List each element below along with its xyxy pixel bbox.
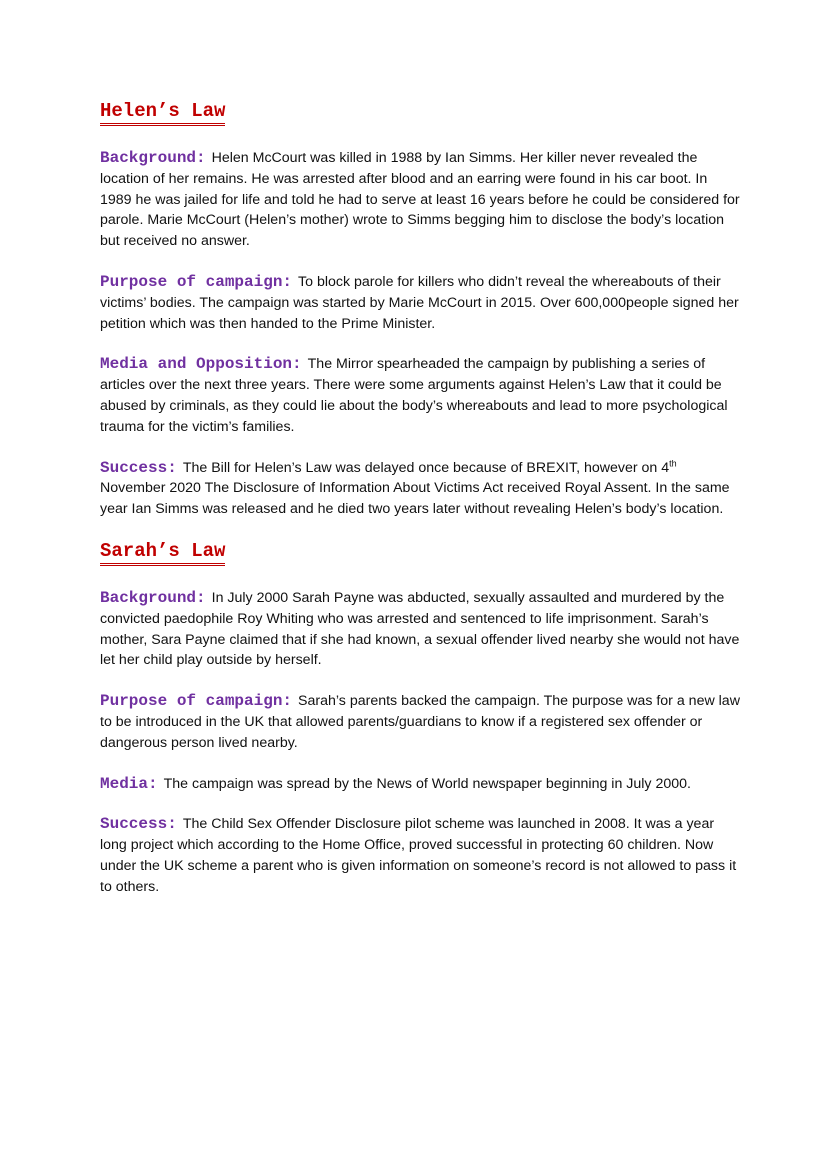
helens-success-text-a: The Bill for Helen’s Law was delayed once because of BREXIT, however on 4	[182, 459, 670, 476]
helens-purpose-label: Purpose of campaign:	[100, 272, 293, 291]
sarahs-background-paragraph	[100, 588, 740, 671]
helens-purpose-paragraph	[100, 272, 740, 334]
sarahs-background-text: In July 2000 Sarah Payne was abducted, sexually assaulted and murdered by the convicted paedophile Roy Whiting who was arrested and sentenced to life imprisonment. Sarah’s mother, Sara Payne claimed that if she had known, a sexual offender lived nearby she would not have let her child play outside by herself.	[100, 589, 740, 669]
helens-success-superscript: th	[669, 457, 677, 468]
helens-background-label: Background:	[100, 149, 206, 167]
helens-law-section	[100, 100, 740, 520]
helens-purpose-text: To block parole for killers who didn’t reveal the whereabouts of their victims’ bodies. The campaign was started by Marie McCourt in 2015. Over 600,000people signed her petition which was then handed to the Prime Minister.	[100, 273, 739, 332]
sarahs-purpose-paragraph	[100, 691, 740, 753]
sarahs-law-title: Sarah’s Law	[100, 540, 225, 566]
helens-success-paragraph	[100, 458, 740, 520]
sarahs-success-label: Success:	[100, 815, 177, 834]
helens-media-text: The Mirror spearheaded the campaign by publishing a series of articles over the next three years. There were some arguments against Helen’s Law that it could be abused by criminals, as they could lie about the body’s whereabouts and lead to more psychological trauma for the victim’s families.	[100, 356, 728, 435]
sarahs-success-text: The Child Sex Offender Disclosure pilot scheme was launched in 2008. It was a year long project which according to the Home Office, proved successful in protecting 60 children. Now under the UK scheme a parent who is given information on someone’s record is not allowed to pass it to others.	[100, 816, 737, 895]
sarahs-media-label: Media:	[100, 774, 158, 793]
sarahs-success-paragraph	[100, 814, 740, 897]
helens-background-text: Helen McCourt was killed in 1988 by Ian Simms. Her killer never revealed the location of her remains. He was arrested after blood and an earring were found in his car boot. In 1989 he was jailed for life and told he had to serve at least 16 years before he could be considered for parole. Marie McCourt (Helen’s mother) wrote to Simms begging him to disclose the body’s location but received no answer.	[100, 150, 740, 250]
sarahs-media-paragraph	[100, 774, 740, 795]
helens-law-title: Helen’s Law	[100, 100, 225, 126]
helens-background-paragraph	[100, 148, 740, 252]
sarahs-purpose-text: Sarah’s parents backed the campaign. The purpose was for a new law to be introduced in the UK that allowed parents/guardians to know if a registered sex offender or dangerous person lived nearby.	[100, 693, 740, 751]
sarahs-background-label: Background:	[100, 588, 206, 607]
sarahs-purpose-label: Purpose of campaign:	[100, 692, 293, 711]
helens-media-paragraph	[100, 354, 740, 437]
helens-media-label: Media and Opposition:	[100, 355, 302, 374]
sarahs-law-section	[100, 540, 740, 898]
helens-success-text-b: November 2020 The Disclosure of Information About Victims Act received Royal Assent. In the same year Ian Simms was released and he died two years later without revealing Helen’s body’s location.	[100, 480, 730, 518]
document-page	[100, 100, 740, 918]
helens-success-label: Success:	[100, 458, 177, 477]
sarahs-media-text: The campaign was spread by the News of World newspaper beginning in July 2000.	[163, 775, 691, 792]
